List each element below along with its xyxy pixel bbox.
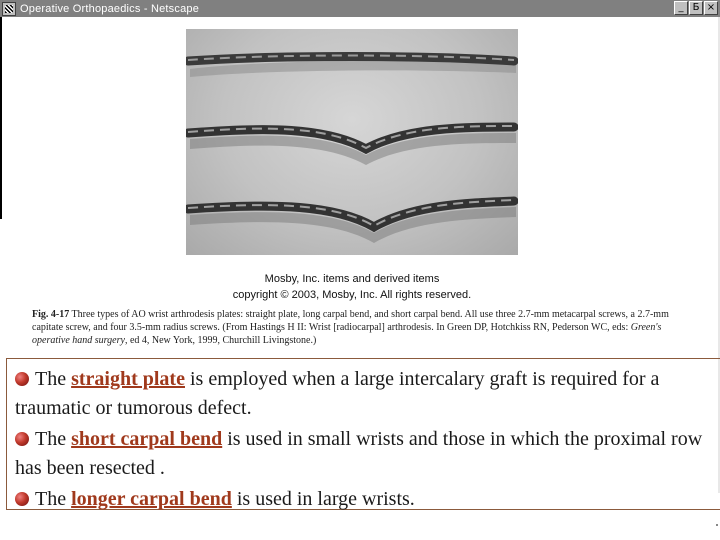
netscape-app-icon[interactable] (2, 2, 16, 16)
red-bullet-icon (15, 492, 29, 506)
window-controls (673, 1, 718, 15)
minimize-button[interactable]: _ (674, 1, 688, 15)
bullet-item-short-carpal-bend (15, 425, 715, 483)
bullet-item-longer-carpal-bend (15, 485, 715, 514)
highlight-longer-carpal-bend: longer carpal bend (71, 488, 232, 510)
caption-book-title: Green's operative hand surgery (32, 322, 662, 346)
wrist-arthrodesis-plates-photo (186, 29, 518, 255)
bullet-item-straight-plate (15, 365, 715, 423)
red-bullet-icon (15, 372, 29, 386)
bullet-prefix: The (35, 428, 72, 450)
bullet-prefix: The (35, 368, 72, 390)
plate-shadow (190, 61, 516, 77)
bullet-text: is used in large wrists. (231, 488, 415, 510)
caption-text: Three types of AO wrist arthrodesis plates: straight plate, long carpal bend, and short carpal bend. All use three 2.7-mm metacarpal screws, a 2.7-mm capitate screw, and four 3.5-mm radius screws. (From Hastings H II: Wrist [radiocarpal] arthrodesis. In Green DP, Hotchkiss RN, Pederson WC, eds: (32, 309, 669, 333)
plates-illustration (186, 29, 518, 255)
restore-button[interactable]: Б (689, 1, 703, 15)
highlight-short-carpal-bend: short carpal bend (71, 428, 223, 450)
edge-marker (716, 524, 718, 526)
bullet-prefix: The (35, 488, 72, 510)
bullet-text: is used in small wrists and those in which the proximal row has been resected . (15, 428, 703, 479)
credit-line-2: copyright © 2003, Mosby, Inc. All rights reserved. (232, 289, 472, 301)
caption-tail: , ed 4, New York, 1999, Churchill Livingstone.) (124, 335, 317, 346)
credit-line-1: Mosby, Inc. items and derived items (264, 273, 440, 285)
close-button[interactable]: × (704, 1, 718, 15)
plate-shadow (190, 207, 516, 243)
left-window-edge (0, 17, 2, 219)
figure-caption (32, 308, 692, 347)
red-bullet-icon (15, 432, 29, 446)
plate-shadow (190, 133, 516, 165)
bullet-text: is employed when a large intercalary graft is required for a traumatic or tumorous defect. (15, 368, 660, 419)
notes-text-box (6, 358, 720, 510)
highlight-straight-plate: straight plate (71, 368, 185, 390)
window-title-bar[interactable] (0, 0, 720, 17)
figure-label: Fig. 4-17 (32, 309, 70, 320)
window-title: Operative Orthopaedics - Netscape (20, 2, 200, 15)
